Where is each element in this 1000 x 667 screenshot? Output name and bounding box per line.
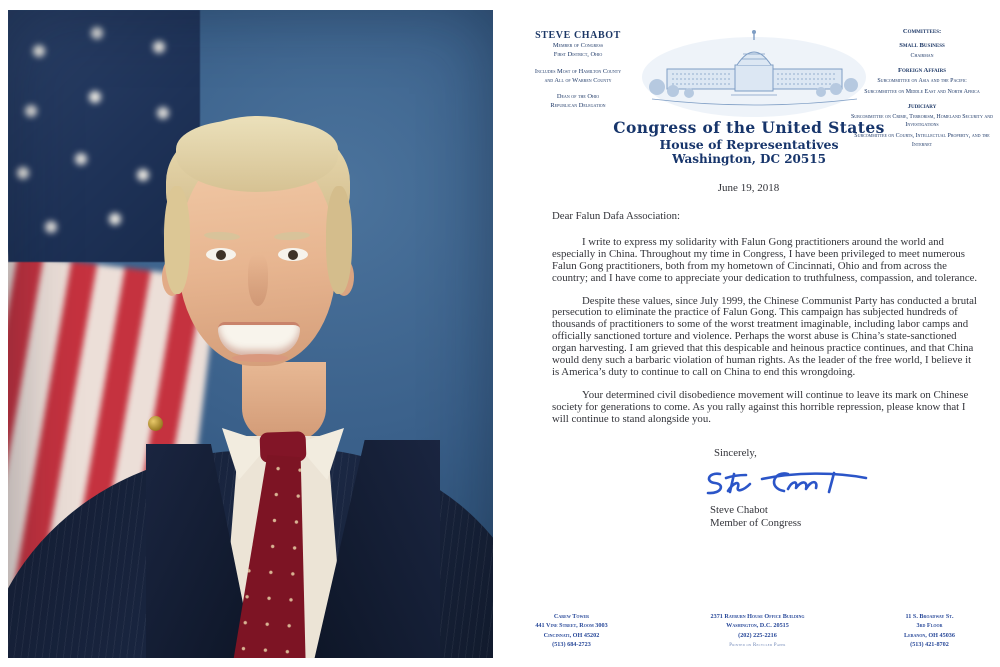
- salutation: Dear Falun Dafa Association:: [552, 210, 681, 222]
- left-eye: [206, 248, 236, 261]
- subcommittee: Subcommittee on Middle East and North Africa: [864, 89, 980, 96]
- district-note-1: Includes Most of Hamilton County: [534, 67, 622, 75]
- footer-line: (202) 225-2216: [738, 631, 777, 639]
- footer-line: Lebanon, OH 45036: [904, 631, 955, 639]
- smile: [218, 322, 300, 355]
- hair-side-right: [326, 186, 352, 294]
- member-district: First District, Ohio: [553, 51, 603, 59]
- closing: Sincerely,: [714, 446, 757, 459]
- dean-note-1: Dean of the Ohio: [556, 93, 600, 101]
- signature-script: [700, 464, 870, 504]
- subcommittee: Subcommittee on Crime, Terrorism, Homeland Security and Investigations: [850, 114, 994, 129]
- letterhead-committees-block: [849, 28, 995, 149]
- member-name: STEVE CHABOT: [535, 30, 621, 41]
- footer-line: 11 S. Broadway St.: [905, 613, 954, 620]
- right-eye: [278, 248, 308, 261]
- letterhead-member-block: [507, 30, 649, 111]
- district-note-2: and All of Warren County: [544, 76, 612, 84]
- masthead-line-3: Washington, DC 20515: [672, 152, 826, 166]
- committee-name: Judiciary: [907, 103, 937, 111]
- letter-paragraph: Your determined civil disobedience movement will continue to leave its mark on Chinese society for generations to come. As you rally against this horrible repression, please know that I will continue to stand alongside you.: [552, 388, 969, 425]
- footer-line: (513) 421-8702: [910, 640, 949, 648]
- letter-paragraph: I write to express my solidarity with Falun Gong practitioners around the world and especially in China. Throughout my time in Congress, I have been privileged to meet numerous Falun Gong practitioners, both from my hometown of Cincinnati, Ohio and from across the country; and I have come to appreciate your dedication to truthfulness, compassion, and tolerance.: [552, 235, 978, 284]
- letter-paragraph: Despite these values, since July 1999, the Chinese Communist Party has conducted a brutal persecution to eliminate the practice of Falun Gong. This campaign has subjected hundreds of thousands of practitioners to some of the worst treatment imaginable, including labor camps and officially sanctioned torture and violence. Perhaps the worst abuse is China’s state-sanctioned organ harvesting. I am grieved that this despicable and heinous practice continues, and that China would deny such a barbaric violation of human rights. As the leader of the free world, I believe it is America’s duty to continue to call on China to end this wrongdoing.: [552, 294, 977, 378]
- nose: [248, 254, 268, 306]
- footer-line: Washington, D.C. 20515: [726, 622, 789, 630]
- masthead-line-2: House of Representatives: [659, 137, 839, 152]
- signed-title: Member of Congress: [710, 516, 802, 529]
- hair-fringe: [176, 120, 338, 192]
- capitol-engraving-icon: [637, 26, 872, 120]
- signed-block: [710, 504, 978, 531]
- footer-lebanon-office: [867, 612, 992, 649]
- footer-line: (513) 684-2723: [552, 640, 591, 648]
- footer-cincinnati-office: [499, 612, 644, 649]
- dean-note-2: Republican Delegation: [550, 102, 606, 110]
- letter: [497, 0, 1000, 667]
- member-title: Member of Congress: [552, 42, 604, 49]
- committees-title: Committees:: [902, 28, 942, 35]
- lower-lip: [232, 354, 288, 362]
- lapel-pin-icon: [148, 416, 163, 431]
- signed-name: Steve Chabot: [710, 503, 768, 516]
- committee-group: [849, 42, 995, 60]
- subcommittee: Subcommittee on Asia and the Pacific: [877, 78, 967, 85]
- committee-group: [849, 103, 995, 148]
- footer-line: 441 Vine Street, Room 3003: [535, 622, 608, 630]
- letter-date: June 19, 2018: [717, 182, 780, 194]
- flag-stars: [8, 10, 14, 16]
- recycled-paper-note: Printed on Recycled Paper: [729, 642, 786, 648]
- committee-name: Small Business: [899, 42, 945, 49]
- right-pupil: [288, 250, 298, 260]
- committee-role: Chairman: [910, 53, 934, 59]
- left-pupil: [216, 250, 226, 260]
- footer-line: Carew Tower: [553, 613, 590, 620]
- portrait-photo: [8, 10, 493, 658]
- masthead-line-1: Congress of the United States: [613, 118, 885, 137]
- committee-name: Foreign Affairs: [897, 67, 947, 75]
- footer-line: Cincinnati, OH 45202: [543, 631, 600, 639]
- hair-side-left: [164, 186, 190, 294]
- committee-group: [849, 67, 995, 96]
- letter-body: [552, 211, 978, 530]
- neck: [242, 362, 326, 442]
- footer-washington-office: [685, 612, 830, 649]
- subcommittee: Subcommittee on Courts, Intellectual Property, and the Internet: [854, 133, 990, 148]
- footer-line: 2371 Rayburn House Office Building: [710, 613, 805, 620]
- footer-line: 3rd Floor: [916, 622, 943, 630]
